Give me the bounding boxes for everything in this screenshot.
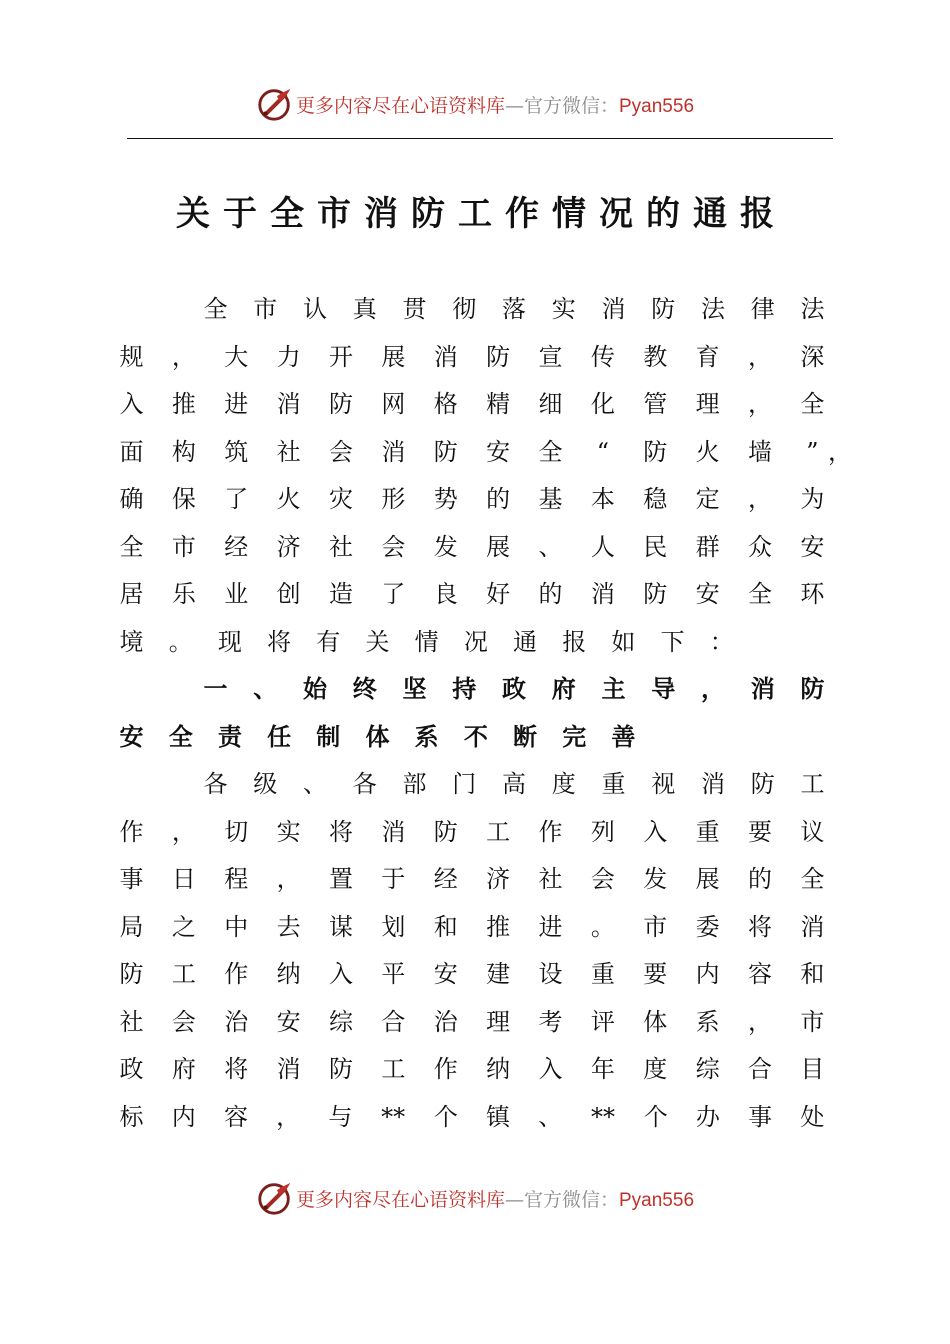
body-char: 全 xyxy=(203,295,228,323)
body-line xyxy=(117,1002,827,1042)
body-char: 会 xyxy=(171,1007,196,1036)
banner-main-text: 更多内容尽在心语资料库 xyxy=(295,94,505,117)
body-char: 宣 xyxy=(538,342,563,371)
body-char: 划 xyxy=(381,912,406,941)
body-char: 消 xyxy=(750,674,775,703)
body-line xyxy=(117,859,827,899)
body-char: 全 xyxy=(748,580,772,608)
body-char: 稳 xyxy=(643,485,668,513)
body-char: 个 xyxy=(433,1102,458,1131)
body-char: 消 xyxy=(433,342,458,371)
body-char: 防 xyxy=(800,674,825,703)
body-char: 府 xyxy=(171,1055,196,1083)
body-char: 定 xyxy=(695,485,720,513)
body-char: 好 xyxy=(486,580,511,608)
body-char: 、 xyxy=(303,770,327,798)
body-char: 实 xyxy=(551,295,576,323)
body-char: 灾 xyxy=(329,485,353,513)
body-char: 创 xyxy=(276,580,301,608)
body-char: 形 xyxy=(381,485,406,513)
body-char: ： xyxy=(709,627,734,656)
body-char: 度 xyxy=(643,1055,668,1083)
body-line xyxy=(117,527,827,567)
body-char: 人 xyxy=(590,532,615,561)
body-char: 关 xyxy=(365,627,390,656)
body-char: 系 xyxy=(414,721,439,751)
body-char: 委 xyxy=(695,912,720,941)
body-char: 报 xyxy=(562,627,587,656)
body-char: 乐 xyxy=(171,580,196,608)
body-char: 推 xyxy=(486,912,511,941)
body-char: 良 xyxy=(433,580,458,608)
body-line xyxy=(117,1097,827,1137)
body-char: 基 xyxy=(538,485,563,513)
body-char: 和 xyxy=(800,960,825,988)
body-char: 容 xyxy=(748,960,772,988)
body-char: 综 xyxy=(695,1055,720,1083)
body-char: 认 xyxy=(303,295,327,323)
body-char: 全 xyxy=(538,437,563,466)
body-char: 全 xyxy=(800,390,825,418)
body-char: 业 xyxy=(224,580,249,608)
body-char: 将 xyxy=(224,1055,249,1083)
body-line xyxy=(117,384,827,424)
body-char: 防 xyxy=(486,342,511,371)
body-char: ， xyxy=(748,342,772,371)
body-char: 制 xyxy=(316,721,341,751)
body-char: 工 xyxy=(486,817,511,846)
body-char: 境 xyxy=(119,627,144,656)
body-char: 展 xyxy=(695,865,720,893)
body-char: 综 xyxy=(329,1007,353,1036)
body-char: 要 xyxy=(643,960,668,988)
body-char: 府 xyxy=(551,674,576,703)
body-char: 彻 xyxy=(452,295,477,323)
body-char: 年 xyxy=(590,1055,615,1083)
body-char: 力 xyxy=(276,342,301,371)
body-char: 消 xyxy=(701,770,725,798)
body-char: 政 xyxy=(502,674,526,703)
body-char: 消 xyxy=(590,580,615,608)
body-char: ， xyxy=(276,865,301,893)
banner-main-text: 更多内容尽在心语资料库 xyxy=(295,1188,505,1211)
body-char: 格 xyxy=(433,390,458,418)
body-char: 会 xyxy=(381,532,406,561)
body-char: 体 xyxy=(643,1007,668,1036)
body-char: 的 xyxy=(748,865,772,893)
body-line xyxy=(117,812,827,852)
body-char: 去 xyxy=(276,912,301,941)
body-char: 安 xyxy=(119,721,144,751)
body-char: 镇 xyxy=(486,1102,511,1131)
body-char: 视 xyxy=(651,770,676,798)
body-char: 于 xyxy=(381,865,406,893)
body-char: 发 xyxy=(433,532,458,561)
body-char: 本 xyxy=(590,485,615,513)
body-char: 理 xyxy=(486,1007,511,1036)
body-char: 确 xyxy=(119,485,144,513)
body-char: 经 xyxy=(224,532,249,561)
body-char: 法 xyxy=(701,295,725,323)
banner-separator: — xyxy=(504,94,524,117)
body-char: 各 xyxy=(203,770,228,798)
body-char: 、 xyxy=(253,674,278,703)
body-char: 善 xyxy=(611,721,636,751)
body-char: 众 xyxy=(748,532,772,561)
body-char: 级 xyxy=(253,770,278,798)
body-char: 纳 xyxy=(486,1055,511,1083)
body-char: 作 xyxy=(538,817,563,846)
body-char: 入 xyxy=(643,817,668,846)
body-char: 重 xyxy=(590,960,615,988)
body-char: 坚 xyxy=(402,674,427,703)
body-line xyxy=(201,764,827,804)
body-char: ， xyxy=(748,1007,772,1036)
body-char: 济 xyxy=(486,865,511,893)
body-char: 筑 xyxy=(224,437,249,466)
body-char: 教 xyxy=(643,342,668,371)
body-char: 火 xyxy=(276,485,301,513)
body-char: 持 xyxy=(452,674,477,703)
body-char: 局 xyxy=(119,912,144,941)
body-char: 消 xyxy=(276,1055,301,1083)
body-char: 全 xyxy=(119,532,144,561)
body-char: 考 xyxy=(538,1007,563,1036)
body-char: ， xyxy=(171,342,196,371)
body-char: 安 xyxy=(433,960,458,988)
body-char: ， xyxy=(748,390,772,418)
quill-logo-icon xyxy=(256,85,294,123)
body-char: 市 xyxy=(800,1007,825,1036)
body-char: 济 xyxy=(276,532,301,561)
body-char: 下 xyxy=(660,627,685,656)
body-char: 的 xyxy=(538,580,563,608)
body-char: 通 xyxy=(513,627,537,656)
body-char: 实 xyxy=(276,817,301,846)
body-char: 了 xyxy=(381,580,406,608)
body-char: 系 xyxy=(695,1007,720,1036)
body-char: ， xyxy=(701,674,725,703)
body-char: 真 xyxy=(352,295,377,323)
body-char: 防 xyxy=(329,390,353,418)
body-line xyxy=(117,479,827,519)
body-char: 理 xyxy=(695,390,720,418)
body-char: 传 xyxy=(590,342,615,371)
body-char: 法 xyxy=(800,295,825,323)
body-char: 内 xyxy=(695,960,720,988)
body-char: 保 xyxy=(171,485,196,513)
body-char: 防 xyxy=(643,580,668,608)
body-char: 议 xyxy=(800,817,825,846)
body-char: 规 xyxy=(119,342,144,371)
body-line xyxy=(117,954,827,994)
banner-wechat-id: Pyan556 xyxy=(619,1189,695,1211)
body-char: “ xyxy=(596,437,610,466)
body-line xyxy=(117,337,827,377)
body-char: 进 xyxy=(224,390,249,418)
body-char: 化 xyxy=(590,390,615,418)
body-char: 。 xyxy=(590,912,615,941)
body-char: 终 xyxy=(352,674,377,703)
line-overflow-punct: ， xyxy=(828,437,852,466)
body-char: 会 xyxy=(590,865,615,893)
body-char: 体 xyxy=(365,721,390,751)
body-char: 社 xyxy=(329,532,353,561)
body-char: 、 xyxy=(538,1102,563,1131)
body-char: 置 xyxy=(329,865,353,893)
body-char: 治 xyxy=(433,1007,458,1036)
body-char: 发 xyxy=(643,865,668,893)
body-char: 门 xyxy=(452,770,477,798)
body-char: 全 xyxy=(800,865,825,893)
body-line xyxy=(201,289,827,329)
body-char: 育 xyxy=(695,342,720,371)
body-char: 环 xyxy=(800,580,825,608)
body-char: 标 xyxy=(119,1102,144,1131)
body-char: 入 xyxy=(119,390,144,418)
banner-wechat-id: Pyan556 xyxy=(619,95,695,117)
body-char: 市 xyxy=(253,295,278,323)
body-char: 居 xyxy=(119,580,144,608)
body-char: 消 xyxy=(276,390,301,418)
body-char: 工 xyxy=(171,960,196,988)
body-char: 入 xyxy=(538,1055,563,1083)
body-char: 列 xyxy=(590,817,615,846)
body-char: 会 xyxy=(329,437,353,466)
body-char: 完 xyxy=(562,721,587,751)
body-line xyxy=(117,432,827,472)
banner-text xyxy=(296,1185,694,1212)
body-char: 评 xyxy=(590,1007,615,1036)
banner-official-label: 官方微信： xyxy=(523,1188,619,1211)
body-char: 政 xyxy=(119,1055,144,1083)
body-char: 深 xyxy=(800,342,825,371)
body-char: 大 xyxy=(224,342,249,371)
body-char: 社 xyxy=(276,437,301,466)
body-char: 断 xyxy=(513,721,537,751)
body-char: 中 xyxy=(224,912,249,941)
body-char: 面 xyxy=(119,437,144,466)
body-char: 重 xyxy=(601,770,626,798)
body-char: 主 xyxy=(601,674,626,703)
body-char: 内 xyxy=(171,1102,196,1131)
body-char: 要 xyxy=(748,817,772,846)
body-char: 社 xyxy=(119,1007,144,1036)
body-char: 作 xyxy=(433,1055,458,1083)
body-char: 开 xyxy=(329,342,353,371)
body-char: 防 xyxy=(433,437,458,466)
body-char: 处 xyxy=(800,1102,825,1131)
body-char: 事 xyxy=(748,1102,773,1131)
body-char: 纳 xyxy=(276,960,301,988)
body-char: 群 xyxy=(695,532,720,561)
body-char: 合 xyxy=(748,1055,772,1083)
body-char: 展 xyxy=(486,532,511,561)
body-char: 安 xyxy=(276,1007,301,1036)
body-char: 切 xyxy=(224,817,249,846)
body-char: 工 xyxy=(381,1055,406,1083)
body-char: 度 xyxy=(551,770,576,798)
body-char: 民 xyxy=(643,532,668,561)
body-char: 谋 xyxy=(329,912,353,941)
body-char: 程 xyxy=(224,865,249,893)
footer-banner xyxy=(0,1176,950,1220)
body-line xyxy=(117,1049,827,1089)
body-char: 全 xyxy=(168,721,193,751)
body-char: 将 xyxy=(267,627,292,656)
body-char: 防 xyxy=(651,295,676,323)
body-line xyxy=(117,717,827,757)
body-char: 任 xyxy=(267,721,292,751)
body-char: 安 xyxy=(695,580,720,608)
body-char: 火 xyxy=(695,437,720,466)
body-char: 情 xyxy=(414,627,439,656)
body-char: 一 xyxy=(203,674,228,703)
body-char: 了 xyxy=(224,485,249,513)
body-char: 之 xyxy=(171,912,196,941)
body-char: 高 xyxy=(502,770,526,798)
body-char: 将 xyxy=(748,912,772,941)
body-char: 安 xyxy=(486,437,511,466)
body-char: ， xyxy=(171,817,196,846)
body-line xyxy=(117,622,827,662)
body-char: 重 xyxy=(695,817,720,846)
body-char: 建 xyxy=(486,960,511,988)
body-char: 推 xyxy=(171,390,196,418)
body-char: 个 xyxy=(643,1102,668,1131)
body-char: 事 xyxy=(119,865,144,893)
body-char: 日 xyxy=(171,865,196,893)
body-char: 和 xyxy=(433,912,458,941)
body-char: 防 xyxy=(643,437,668,466)
body-char: 导 xyxy=(651,674,676,703)
body-char: 防 xyxy=(433,817,458,846)
body-char: 为 xyxy=(800,485,825,513)
body-char: 与 xyxy=(328,1102,353,1131)
body-line xyxy=(201,669,827,709)
body-char: 市 xyxy=(171,532,196,561)
body-char: 管 xyxy=(643,390,668,418)
body-char: 不 xyxy=(463,721,488,751)
body-char: 构 xyxy=(171,437,196,466)
body-char: 责 xyxy=(217,721,242,751)
body-char: 社 xyxy=(538,865,563,893)
body-char: ** xyxy=(590,1102,615,1131)
body-char: 平 xyxy=(381,960,406,988)
body-char: 进 xyxy=(538,912,563,941)
body-char: 消 xyxy=(381,437,406,466)
banner-separator: — xyxy=(504,1188,524,1211)
body-char: 工 xyxy=(800,770,825,798)
header-banner xyxy=(0,82,950,126)
body-char: 如 xyxy=(611,627,636,656)
body-char: 合 xyxy=(381,1007,406,1036)
body-char: 造 xyxy=(329,580,353,608)
body-char: 容 xyxy=(223,1102,248,1131)
quill-logo-icon xyxy=(256,1179,294,1217)
body-line xyxy=(117,907,827,947)
body-char: 精 xyxy=(486,390,511,418)
body-char: 防 xyxy=(750,770,775,798)
body-char: 治 xyxy=(224,1007,249,1036)
body-char: 墙 xyxy=(748,437,772,466)
body-char: 市 xyxy=(643,912,668,941)
body-char: 防 xyxy=(329,1055,353,1083)
body-char: 况 xyxy=(463,627,488,656)
body-char: 各 xyxy=(352,770,377,798)
body-char: 消 xyxy=(800,912,825,941)
body-char: 贯 xyxy=(402,295,427,323)
body-char: 部 xyxy=(402,770,427,798)
body-char: 落 xyxy=(502,295,526,323)
body-char: 消 xyxy=(381,817,406,846)
banner-text xyxy=(296,91,694,118)
body-char: ， xyxy=(276,1102,301,1131)
body-char: 办 xyxy=(695,1102,720,1131)
body-char: 律 xyxy=(750,295,775,323)
body-char: 。 xyxy=(168,627,193,656)
body-char: 、 xyxy=(538,532,563,561)
body-line xyxy=(117,574,827,614)
body-char: 始 xyxy=(303,674,327,703)
body-char: 细 xyxy=(538,390,563,418)
body-char: 作 xyxy=(119,817,144,846)
body-char: 有 xyxy=(316,627,341,656)
body-char: 设 xyxy=(538,960,563,988)
body-char: 网 xyxy=(381,390,406,418)
body-char: 经 xyxy=(433,865,458,893)
body-char: 势 xyxy=(433,485,458,513)
body-char: 目 xyxy=(800,1055,825,1083)
body-char: ** xyxy=(381,1102,406,1131)
body-char: 将 xyxy=(329,817,353,846)
body-char: 安 xyxy=(800,532,825,561)
body-char: 展 xyxy=(381,342,406,371)
document-title: 关于全市消防工作情况的通报 xyxy=(176,194,787,234)
body-char: 入 xyxy=(329,960,353,988)
body-char: ” xyxy=(806,437,819,466)
body-char: 防 xyxy=(119,960,144,988)
header-divider xyxy=(127,138,833,139)
body-char: 作 xyxy=(224,960,249,988)
banner-official-label: 官方微信： xyxy=(523,94,619,117)
body-char: 现 xyxy=(217,627,242,656)
body-char: ， xyxy=(748,485,772,513)
body-char: 消 xyxy=(601,295,626,323)
body-char: 的 xyxy=(486,485,511,513)
